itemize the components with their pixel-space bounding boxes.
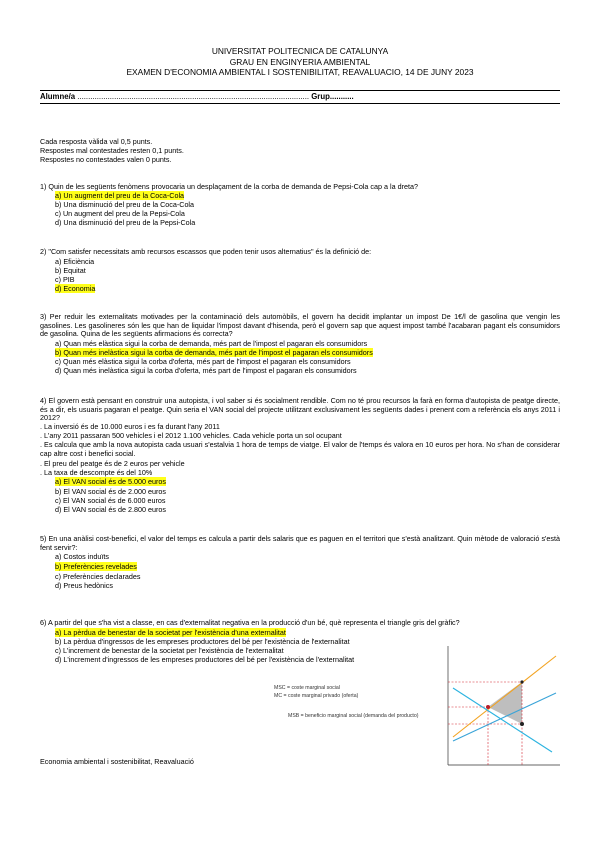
page-footer: Economia ambiental i sostenibilitat, Reavaluació [40, 757, 194, 766]
instruction-valid: Cada resposta vàlida val 0,5 punts. [40, 137, 153, 146]
legend-msb: MSB = beneficio marginal social (demanda del producto) [288, 713, 419, 719]
student-label: Alumne/a [40, 92, 76, 101]
q4-option-d[interactable]: d) El VAN social és de 2.800 euros [55, 505, 166, 514]
degree-name: GRAU EN ENGINYERIA AMBIENTAL [229, 56, 371, 67]
q2-option-a[interactable]: a) Eficiència [55, 257, 95, 266]
q5-option-a[interactable]: a) Costos induïts [55, 552, 109, 561]
student-name-field[interactable]: ........................................................................................................... [77, 92, 310, 101]
q4-option-a[interactable]: a) El VAN social és de 5.000 euros [55, 477, 166, 486]
market-point [520, 722, 524, 726]
q3-option-a[interactable]: a) Quan més elàstica sigui la corba de demanda, més part de l'impost el pagaran els consumidors [55, 339, 368, 348]
header-rule-top [40, 90, 560, 91]
graph-legend [274, 685, 419, 719]
q5-option-c[interactable]: c) Preferències declarades [55, 572, 141, 581]
q2-option-b[interactable]: b) Equitat [55, 266, 86, 275]
q6-option-a[interactable]: a) La pèrdua de benestar de la societat per l'existència d'una externalitat [55, 628, 286, 637]
header-rule-bottom [40, 103, 560, 104]
instruction-blank: Respostes no contestades valen 0 punts. [40, 155, 172, 164]
q1-option-c[interactable]: c) Un augment del preu de la Pepsi-Cola [55, 209, 185, 218]
q6-text: 6) A partir del que s'ha vist a classe, en cas d'externalitat negativa en la producció d'un bé, què representa el triangle gris del gràfic? [40, 618, 460, 627]
legend-mc: MC = coste marginal privado (oferta) [274, 693, 359, 699]
optimum-point [486, 705, 490, 709]
exam-title: EXAMEN D'ECONOMIA AMBIENTAL I SOSTENIBILITAT, REAVALUACIO, 14 DE JUNY 2023 [126, 67, 474, 77]
q2-option-c[interactable]: c) PIB [55, 275, 75, 284]
q5-option-b[interactable]: b) Preferències revelades [55, 562, 137, 571]
group-field[interactable]: Grup........... [311, 92, 354, 101]
q2-text: 2) "Com satisfer necessitats amb recursos escassos que poden tenir usos alternatius" és la definició de: [40, 247, 372, 256]
q4-fact-toll: . El preu del peatge és de 2 euros per vehicle [40, 459, 185, 468]
q4-option-c[interactable]: c) El VAN social és de 6.000 euros [55, 496, 166, 505]
q1-option-d[interactable]: d) Una disminució del preu de la Pepsi-Cola [55, 218, 196, 227]
q3-option-d[interactable]: d) Quan més inelàstica sigui la corba d'oferta, més part de l'impost el pagaran els consumidors [55, 366, 357, 375]
msc-curve [453, 656, 556, 737]
externality-graph [260, 638, 570, 778]
q6-option-d[interactable]: d) L'increment d'ingressos de les empreses productores del bé per l'existència de l'externalitat [55, 655, 355, 664]
q6-option-c[interactable]: c) L'increment de benestar de la societat per l'existència de l'externalitat [55, 646, 284, 655]
q1-text: 1) Quin de les següents fenòmens provocaria un desplaçament de la corba de demanda de Pepsi-Cola cap a la dreta? [40, 182, 418, 191]
q5-option-d[interactable]: d) Preus hedònics [55, 581, 113, 590]
q3-option-b[interactable]: b) Quan més inelàstica sigui la corba de demanda, més part de l'impost el pagaran els consumidors [55, 348, 373, 357]
q4-fact-time-value: . Es calcula que amb la nova autopista cada usuari s'estalvia 1 hora de temps de viatge. El valor de l'temps és valora en 10 euros per hora. No s'han de considerar cap altre cost i benefici social. [40, 440, 560, 458]
q3-option-c[interactable]: c) Quan més elàstica sigui la corba d'oferta, més part de l'impost el pagaran els consumidors [55, 357, 351, 366]
q4-fact-discount: . La taxa de descompte és del 10% [40, 468, 153, 477]
q3-text: 3) Per reduir les externalitats motivades per la contaminació dels automòbils, el govern ha decidit implantar un impost De 1€/l de gasolina que vengin les gasolines. Les gasolineres són les que han de liquidar l'impost davant d'hisenda, però el govern sap que aquest impost també l'acabaran pagant els consumidors de gasolina. Quina de les següents afirmacions és correcta? [40, 312, 560, 339]
q4-text: 4) El govern està pensant en construir una autopista, i vol saber si és socialment rendible. Com no té prou recursos la farà en forma d'autopista de peatge directe, és a dir, els usuaris pagaran el peatge. Quin seria el VAN social del projecte utilitzant exclusivament les següents dades i prenent com a referència els anys 2011 i 2012? [40, 396, 560, 423]
welfare-loss-triangle [488, 682, 522, 724]
student-name-row [40, 92, 560, 103]
q4-option-b[interactable]: b) El VAN social és de 2.000 euros [55, 487, 166, 496]
university-name: UNIVERSITAT POLITECNICA DE CATALUNYA [211, 46, 389, 56]
q1-option-b[interactable]: b) Una disminució del preu de la Coca-Cola [55, 200, 195, 209]
instruction-wrong: Respostes mal contestades resten 0,1 punts. [40, 146, 184, 155]
exam-header [0, 46, 600, 78]
q2-option-d[interactable]: d) Economia [55, 284, 96, 293]
q1-option-a[interactable]: a) Un augment del preu de la Coca-Cola [55, 191, 185, 200]
q5-text: 5) En una anàlisi cost-benefici, el valor del temps es calcula a partir dels salaris que es paguen en el territori que s'està analitzant. Quin mètode de valoració s'està fent servir?: [40, 534, 560, 552]
q6-option-b[interactable]: b) La pèrdua d'ingressos de les empreses productores del bé per l'existència de l'externalitat [55, 637, 350, 646]
legend-msc: MSC = coste marginal social [274, 685, 340, 691]
msc-point [520, 680, 523, 683]
q4-fact-investment: . La inversió és de 10.000 euros i es fa durant l'any 2011 [40, 422, 220, 431]
q4-fact-vehicles: . L'any 2011 passaran 500 vehicles i el 2012 1.100 vehicles. Cada vehicle porta un sol ocupant [40, 431, 342, 440]
